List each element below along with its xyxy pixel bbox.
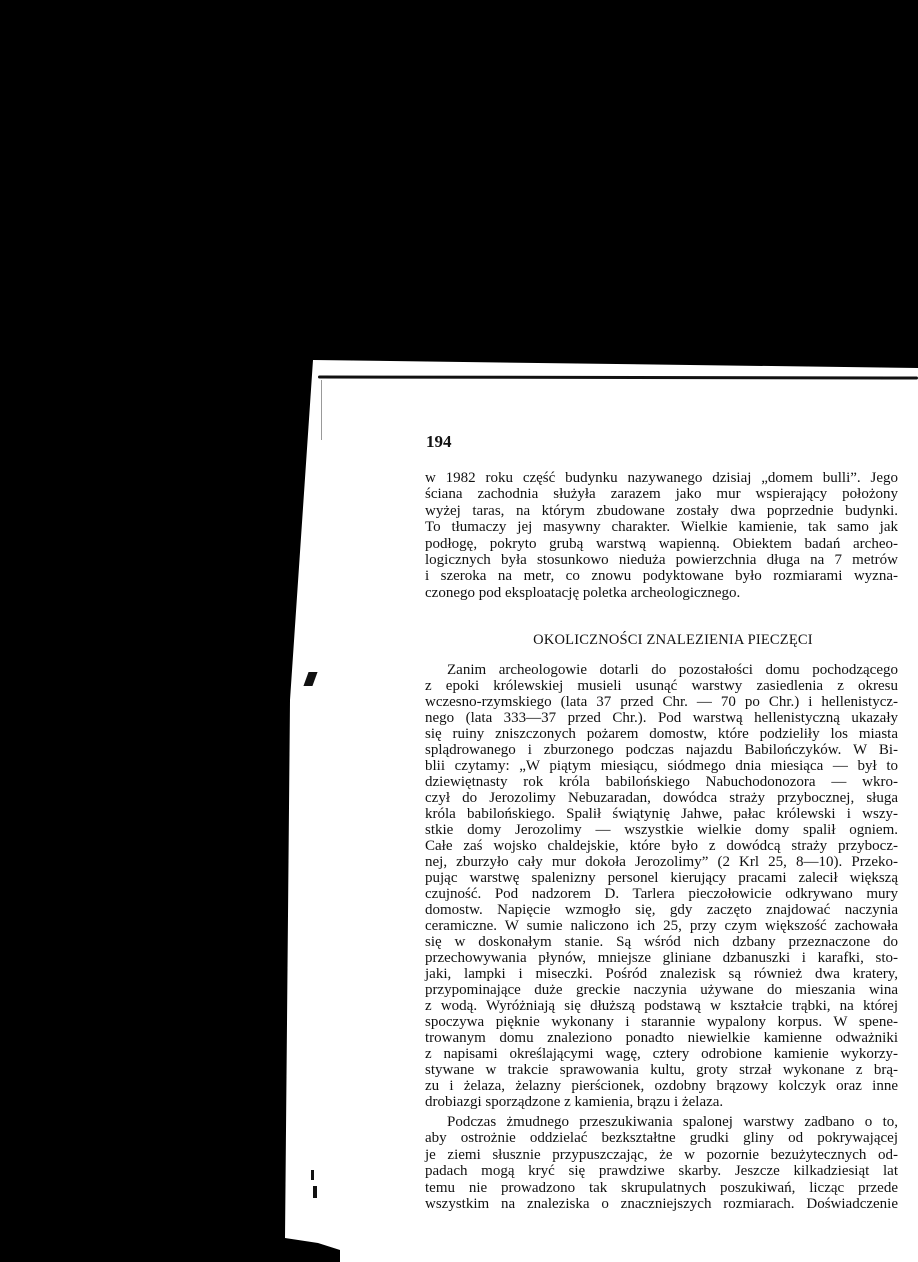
page-margin-line — [321, 380, 322, 440]
text-line: To tłumaczy jej masywny charakter. Wielkie kamienie, tak samo jak — [425, 519, 898, 536]
text-line: Podczas żmudnego przeszukiwania spalonej warstwy zadbano o to, — [447, 1114, 898, 1130]
text-line: podłogę, pokryto grubą warstwą wapienną. Obiektem badań archeo- — [425, 535, 898, 552]
text-line: pując warstwę spalenizny personel kierujący pracami zalecił większą — [425, 870, 898, 886]
text-line: króla babilońskiego. Spalił świątynię Jahwe, pałac królewski i wszy- — [425, 806, 898, 822]
text-line: i szeroka na metr, co znowu podyktowane było rozmiarami wyzna- — [425, 568, 898, 585]
page-number: 194 — [426, 432, 452, 451]
text-line: wszystkim na znaleziska o znaczniejszych rozmiarach. Doświadczenie — [425, 1196, 898, 1213]
text-line: przypominające duże greckie naczynia używane do mieszania wina — [425, 982, 898, 998]
text-line: czył do Jerozolimy Nebuzaradan, dowódca straży przybocznej, sługa — [425, 790, 898, 806]
text-line: w 1982 roku część budynku nazywanego dzisiaj „domem bulli”. Jego — [425, 470, 898, 486]
text-line: padach mogą kryć się prawdziwe skarby. Jeszcze kilkadziesiąt lat — [425, 1163, 898, 1180]
text-line: ściana zachodnia służyła zarazem jako mur wspierający położony — [425, 486, 898, 503]
text-line: zu i żelaza, żelazny pierścionek, ozdobny brązowy kolczyk oraz inne — [425, 1078, 898, 1094]
text-line: logicznych była stosunkowo nieduża powierzchnia długa na 7 metrów — [425, 552, 898, 569]
text-line: z napisami określającymi wagę, cztery odrobione kamienie wykorzy- — [425, 1046, 898, 1062]
text-line: je ziemi słusznie przypuszczając, że w pozornie bezużytecznych od- — [425, 1146, 898, 1163]
paragraph-1 — [425, 470, 898, 601]
text-line: nego (lata 333—37 przed Chr.). Pod warstwą hellenistyczną ukazały — [425, 710, 898, 726]
text-line: wyżej taras, na którym zbudowane zostały dwa poprzednie budynki. — [425, 502, 898, 519]
paragraph-3 — [425, 1114, 898, 1212]
section-heading: OKOLICZNOŚCI ZNALEZIENIA PIECZĘCI — [533, 632, 813, 648]
text-line: się w doskonałym stanie. Są wśród nich dzbany przeznaczone do — [425, 934, 898, 950]
text-line: jaki, lampki i miseczki. Pośród znalezisk są również dwa kratery, — [425, 966, 898, 982]
margin-mark — [313, 1186, 317, 1198]
text-line: drobiazgi sporządzone z kamienia, brązu i żelaza. — [425, 1094, 724, 1110]
text-line: czujność. Pod nadzorem D. Tarlera pieczołowicie odkrywano mury — [425, 886, 898, 902]
text-line: ceramiczne. W sumie naliczono ich 25, przy czym większość zachowała — [425, 918, 898, 934]
text-line: Zanim archeologowie dotarli do pozostałości domu pochodzącego — [447, 662, 898, 678]
text-line: przechowywania płynów, mniejsze gliniane dzbanuszki i karafki, sto- — [425, 950, 898, 966]
text-line: dziewiętnasty rok króla babilońskiego Nabuchodonozora — wkro- — [425, 774, 898, 790]
text-line: trowanym domu znaleziono ponadto niewielkie kamienne odważniki — [425, 1030, 898, 1046]
text-line: blii czytamy: „W piątym miesiącu, siódmego dnia miesiąca — był to — [425, 758, 898, 774]
text-line: domostw. Napięcie wzmogło się, gdy zaczęto znajdować naczynia — [425, 902, 898, 918]
text-line: nej, zburzyło cały mur dokoła Jerozolimy” (2 Krl 25, 8—10). Przeko- — [425, 854, 898, 870]
text-line: splądrowanego i zburzonego podczas najazdu Babilończyków. W Bi- — [425, 742, 898, 758]
text-line: aby ostrożnie oddzielać bezkształtne grudki gliny od pokrywającej — [425, 1130, 898, 1147]
text-line: wczesno-rzymskiego (lata 37 przed Chr. — 70 po Chr.) i hellenistycz- — [425, 694, 898, 710]
text-line: z epoki królewskiej musieli usunąć warstwy zasiedlenia z okresu — [425, 678, 898, 694]
margin-mark — [311, 1170, 314, 1180]
text-line: się ruiny zniszczonych pożarem domostw, które podzieliły los miasta — [425, 726, 898, 742]
text-line: stywane w trakcie sprawowania kultu, groty strzał wykonane z brą- — [425, 1062, 898, 1078]
paragraph-2 — [425, 662, 898, 1110]
text-line: temu nie prowadzono tak skrupulatnych poszukiwań, licząc przede — [425, 1179, 898, 1196]
text-line: spoczywa pięknie wykonany i starannie wypalony korpus. W spene- — [425, 1014, 898, 1030]
text-line: czonego pod eksploatację poletka archeologicznego. — [425, 584, 741, 601]
text-line: stkie domy Jerozolimy — wszystkie wielkie domy spalił ogniem. — [425, 822, 898, 838]
text-line: z wodą. Wyróżniają się dłuższą podstawą w kształcie trąbki, na której — [425, 998, 898, 1014]
text-line: Całe zaś wojsko chaldejskie, które było z dowódcą straży przybocz- — [425, 838, 898, 854]
